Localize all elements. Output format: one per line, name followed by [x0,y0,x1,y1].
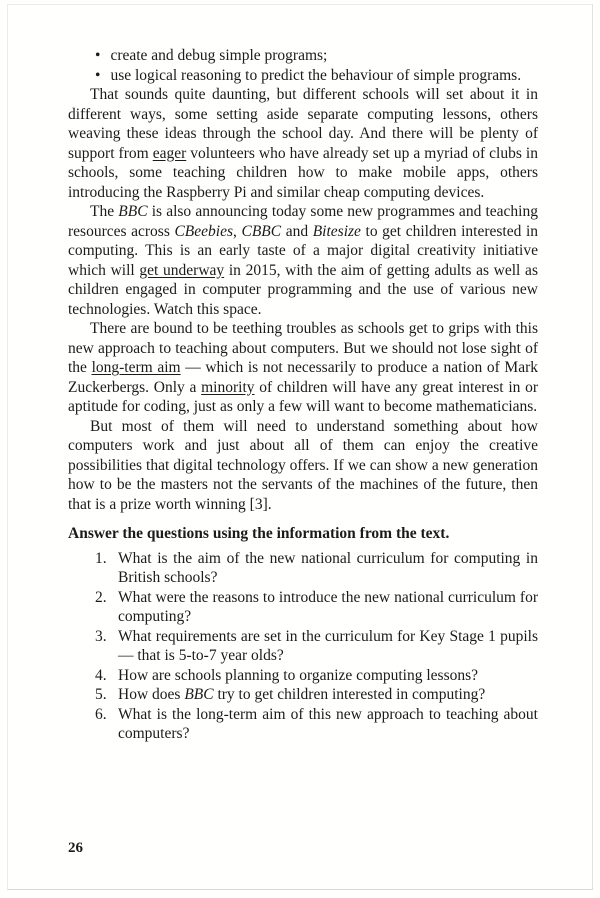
text-segment: BBC [184,686,214,703]
text-segment: What requirements are set in the curriculum for Key Stage 1 pupils — that is 5-to-7 year olds? [118,627,538,664]
question-text [118,705,538,744]
text-segment: The [90,203,119,220]
text-segment: is also announcing today some new programmes and teaching resources across [68,203,538,240]
question-number: 5. [95,686,107,703]
text-segment: How does [118,686,185,703]
paragraph [68,417,538,515]
question-text [118,549,538,588]
text-segment: How are schools planning to organize computing lessons? [118,666,479,684]
text-segment: and [281,222,313,240]
question-list [68,549,538,744]
text-segment: use logical reasoning to predict the behaviour of simple programs. [110,66,522,84]
text-segment: Bitesize [312,222,361,240]
exercise-heading: Answer the questions using the information from the text. [68,525,450,542]
question-text [118,627,538,666]
text-segment: get underway [139,261,225,279]
paragraph [68,202,538,319]
question-item [68,666,538,686]
text-segment: What is the long-term aim of this new approach to teaching about computers? [118,705,538,742]
text-segment: That sounds quite daunting, but different schools will set about it in different ways, some setting aside separate computing lessons, others weaving these ideas through the school day. And there will be plenty of support from [68,86,538,162]
question-item [68,705,538,744]
paragraph [68,319,538,417]
question-text [118,666,538,686]
question-item [68,549,538,588]
bullet-item [68,46,538,66]
bullet-marker: • [95,47,101,64]
bullet-item [68,66,538,86]
question-text [118,685,538,705]
text-segment: What were the reasons to introduce the new national curriculum for computing? [118,588,538,625]
bullet-text [110,47,327,64]
text-segment: CBBC [241,222,282,240]
text-segment: of children will have any great interest in or aptitude for coding, just as only a few will want to become mathematicians. [68,378,539,415]
page-number: 26 [68,840,83,856]
text-column [68,46,538,744]
bullet-marker: • [95,66,101,84]
text-segment: There are bound to be teething troubles as schools get to grips with this new approach to teaching about computers. But we should not lose sight of the [68,320,538,376]
text-segment: What is the aim of the new national curriculum for computing in British schools? [118,549,538,586]
question-number: 2. [95,588,107,606]
question-item [68,685,538,705]
text-segment: in 2015, with the aim of getting adults as well as children engaged in computer programming and the use of various new technologies. Watch this space. [68,261,538,318]
text-segment: — which is not necessarily to produce a nation of Mark Zuckerbergs. Only a [68,359,538,396]
text-segment: try to get children interested in computing? [213,686,486,703]
text-segment: to get children interested in computing. This is an early taste of a major digital creativity initiative which will [68,222,538,279]
question-number: 6. [95,705,107,723]
question-text [118,588,538,627]
text-segment: create and debug simple programs; [110,47,328,64]
text-segment: volunteers who have already set up a myriad of clubs in schools, some teaching children how to make mobile apps, others introducing the Raspberry Pi and similar cheap computing devices. [68,144,538,201]
question-number: 1. [95,549,107,567]
text-segment: CBeebies [174,222,234,240]
question-number: 4. [95,666,107,684]
text-segment: , [233,222,242,240]
text-segment: BBC [118,203,148,220]
text-segment: eager [152,144,187,162]
text-segment: long-term aim [91,359,181,376]
text-segment: minority [201,378,255,396]
text-segment: But most of them will need to understand something about how computers work and just about all of them can enjoy the creative possibilities that digital technology offers. If we can show a new generation how to be the masters not the servants of the machines of the future, then that is a prize worth winning [3]. [68,417,538,513]
paragraph [68,85,538,202]
question-number: 3. [95,627,107,645]
question-item [68,588,538,627]
question-item [68,627,538,666]
bullet-text [110,67,521,84]
